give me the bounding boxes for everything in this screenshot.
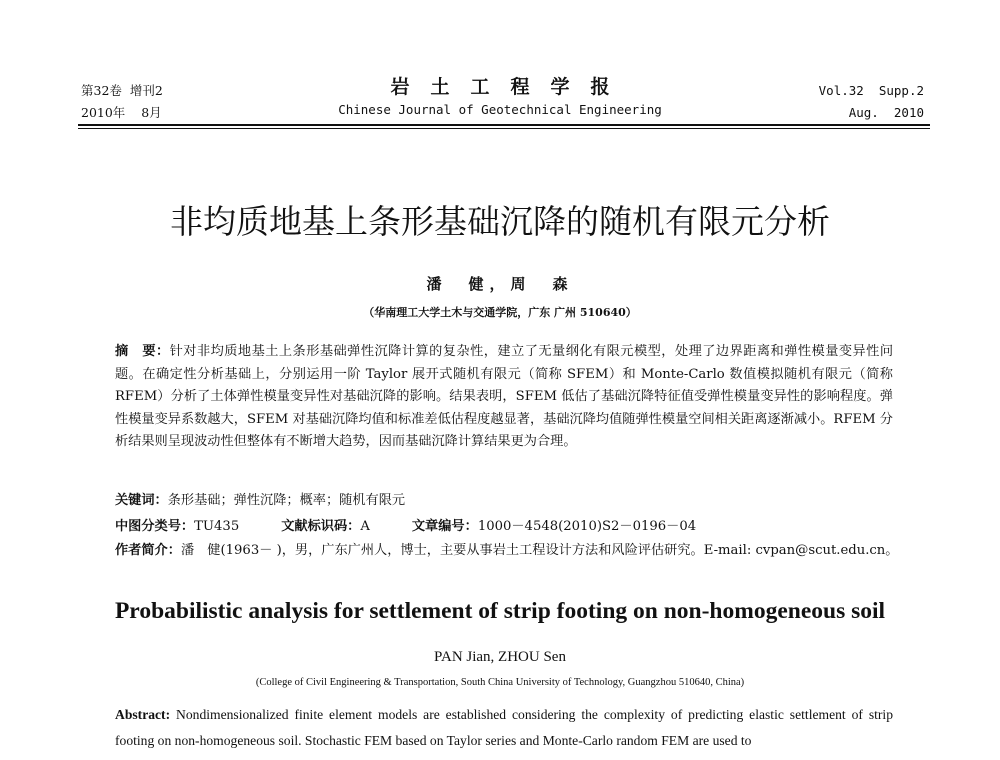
header-rule-thin bbox=[78, 128, 930, 129]
authors-en: PAN Jian, ZHOU Sen bbox=[434, 649, 566, 665]
volume-issue-en bbox=[819, 80, 924, 124]
authors-cn: 潘 健，周 森 bbox=[426, 275, 574, 293]
article-number-value: 1000－4548(2010)S2－0196－04 bbox=[477, 519, 697, 534]
classification-line bbox=[115, 516, 893, 539]
author-intro bbox=[115, 540, 899, 563]
abstract-en bbox=[115, 702, 893, 754]
keywords-cn bbox=[115, 490, 893, 513]
paper-title-cn: 非均质地基上条形基础沉降的随机有限元分析 bbox=[170, 202, 830, 241]
abstract-en-label: Abstract: bbox=[115, 707, 171, 722]
article-number-label: 文章编号： bbox=[411, 519, 478, 534]
volume-line: 第32卷 增刊2 bbox=[81, 83, 163, 98]
abstract-en-text: Nondimensionalized finite element models are established considering the complexity of predicting elastic settlement of strip footing on non-homogeneous soil. Stochastic FEM based on Taylor series and Monte-Carlo random FEM are used to bbox=[115, 707, 893, 748]
header-rule-thick bbox=[78, 124, 930, 126]
journal-name-cn: 岩土工程学报 bbox=[390, 76, 631, 98]
keywords-label: 关键词： bbox=[115, 493, 168, 508]
affiliation-cn: （华南理工大学土木与交通学院，广东 广州 510640） bbox=[363, 306, 637, 319]
abstract-cn-text: 针对非均质地基土上条形基础弹性沉降计算的复杂性，建立了无量纲化有限元模型，处理了边界距离和弹性模量变异性问题。在确定性分析基础上，分别运用一阶 Taylor 展开式随机有限元（简称 SFEM）和 Monte-Carlo 数值模拟随机有限元（简称 RFEM）分析了土体弹性模量变异性对基础沉降的影响。结果表明，SFEM 低估了基础沉降特征值受弹性模量变异性的影响程度。弹性模量变异系数越大，SFEM 对基础沉降均值和标准差低估程度越显著，基础沉降均值随弹性模量空间相关距离逐渐减小。RFEM 分析结果则呈现波动性但整体有不断增大趋势，因而基础沉降计算结果更为合理。 bbox=[115, 344, 894, 449]
paper-title-en: Probabilistic analysis for settlement of strip footing on non-homogeneous soil bbox=[114, 598, 886, 624]
volume-line-en: Vol.32 Supp.2 bbox=[818, 83, 924, 98]
author-intro-label: 作者简介： bbox=[115, 543, 181, 558]
date-line: 2010年 8月 bbox=[81, 105, 162, 120]
cls-label: 中图分类号： bbox=[115, 519, 195, 534]
affiliation-en: (College of Civil Engineering & Transportation, South China University of Technology, Guangzhou 510640, China) bbox=[255, 677, 745, 688]
abstract-cn bbox=[115, 341, 893, 454]
cls-value: TU435 bbox=[194, 519, 240, 534]
author-intro-text: 潘 健(1963－ )，男，广东广州人，博士，主要从事岩土工程设计方法和风险评估研究。E-mail: cvpan@scut.edu.cn。 bbox=[180, 543, 899, 558]
keywords-text: 条形基础；弹性沉降；概率；随机有限元 bbox=[167, 493, 406, 508]
doccode-label: 文献标识码： bbox=[281, 519, 361, 534]
date-line-en: Aug. 2010 bbox=[848, 105, 924, 120]
journal-name-en: Chinese Journal of Geotechnical Engineering bbox=[338, 102, 662, 117]
abstract-cn-label: 摘 要： bbox=[115, 344, 170, 359]
doccode-value: A bbox=[360, 519, 370, 534]
